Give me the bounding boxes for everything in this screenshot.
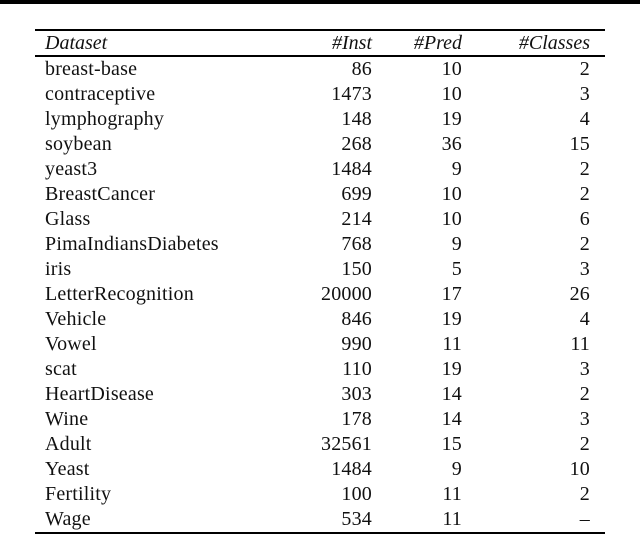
pred-count-cell: 36	[441, 133, 462, 155]
dataset-name-cell: contraceptive	[45, 83, 156, 105]
table-row	[35, 232, 605, 257]
table-row	[35, 407, 605, 432]
classes-count-cell: 4	[579, 108, 590, 130]
table-header-row	[35, 30, 605, 56]
pred-count-cell: 10	[441, 183, 462, 205]
table-row	[35, 257, 605, 282]
table-row	[35, 382, 605, 407]
classes-count-cell: 2	[579, 483, 590, 505]
pred-count-cell: 17	[441, 283, 462, 305]
table-row	[35, 332, 605, 357]
classes-count-cell: 3	[579, 83, 590, 105]
table-row	[35, 182, 605, 207]
pred-count-cell: 9	[451, 233, 462, 255]
inst-count-cell: 148	[341, 108, 372, 130]
inst-count-cell: 768	[341, 233, 372, 255]
table-row	[35, 282, 605, 307]
classes-count-cell: 2	[579, 183, 590, 205]
pred-count-cell: 9	[451, 458, 462, 480]
table-row	[35, 432, 605, 457]
classes-count-cell: 3	[579, 408, 590, 430]
pred-count-cell: 5	[451, 258, 462, 280]
pred-count-cell: 11	[442, 483, 462, 505]
table-row	[35, 132, 605, 157]
classes-count-cell: 2	[579, 233, 590, 255]
dataset-name-cell: yeast3	[45, 158, 98, 180]
classes-count-cell: 11	[570, 333, 590, 355]
pred-count-cell: 9	[451, 158, 462, 180]
inst-count-cell: 990	[341, 333, 372, 355]
pred-count-cell: 10	[441, 83, 462, 105]
pred-count-cell: 11	[442, 333, 462, 355]
dataset-name-cell: Wage	[45, 508, 91, 530]
classes-count-cell: 2	[579, 58, 590, 80]
pred-count-cell: 11	[442, 508, 462, 530]
inst-count-cell: 303	[341, 383, 372, 405]
page-top-border	[0, 0, 640, 4]
classes-count-cell: 3	[579, 358, 590, 380]
classes-count-cell: 6	[579, 208, 590, 230]
dataset-name-cell: soybean	[45, 133, 112, 155]
header-dataset: Dataset	[45, 32, 108, 54]
inst-count-cell: 86	[351, 58, 372, 80]
dataset-name-cell: Adult	[45, 433, 92, 455]
classes-count-cell: 4	[579, 308, 590, 330]
classes-count-cell: 3	[579, 258, 590, 280]
dataset-name-cell: Vowel	[45, 333, 97, 355]
inst-count-cell: 534	[341, 508, 372, 530]
inst-count-cell: 846	[341, 308, 372, 330]
inst-count-cell: 110	[342, 358, 372, 380]
table-row	[35, 56, 605, 82]
datasets-table	[35, 29, 605, 534]
table-row	[35, 307, 605, 332]
classes-count-cell: 26	[569, 283, 590, 305]
dataset-name-cell: BreastCancer	[45, 183, 156, 205]
table-body	[35, 56, 605, 533]
classes-count-cell: 2	[579, 158, 590, 180]
classes-count-cell: 10	[569, 458, 590, 480]
dataset-name-cell: Vehicle	[45, 308, 107, 330]
inst-count-cell: 1484	[331, 458, 372, 480]
dataset-name-cell: Glass	[45, 208, 91, 230]
inst-count-cell: 1473	[331, 83, 372, 105]
dataset-name-cell: lymphography	[45, 108, 165, 130]
pred-count-cell: 19	[441, 108, 462, 130]
inst-count-cell: 150	[341, 258, 372, 280]
classes-count-cell: 2	[579, 433, 590, 455]
pred-count-cell: 14	[441, 408, 462, 430]
inst-count-cell: 32561	[321, 433, 372, 455]
dataset-name-cell: Wine	[45, 408, 89, 430]
dataset-name-cell: breast-base	[45, 58, 138, 80]
inst-count-cell: 178	[341, 408, 372, 430]
inst-count-cell: 214	[341, 208, 372, 230]
pred-count-cell: 14	[441, 383, 462, 405]
table-row	[35, 357, 605, 382]
classes-count-cell: 2	[579, 383, 590, 405]
inst-count-cell: 20000	[321, 283, 372, 305]
classes-count-cell: –	[579, 508, 590, 530]
inst-count-cell: 1484	[331, 158, 372, 180]
table-row	[35, 207, 605, 232]
inst-count-cell: 699	[341, 183, 372, 205]
dataset-name-cell: HeartDisease	[45, 383, 155, 405]
table-row	[35, 157, 605, 182]
header-num-classes: #Classes	[518, 32, 590, 54]
dataset-name-cell: LetterRecognition	[45, 283, 194, 305]
dataset-name-cell: scat	[45, 358, 77, 380]
pred-count-cell: 19	[441, 358, 462, 380]
header-num-instances: #Inst	[332, 32, 372, 54]
pred-count-cell: 10	[441, 58, 462, 80]
table-row	[35, 457, 605, 482]
pred-count-cell: 19	[441, 308, 462, 330]
pred-count-cell: 10	[441, 208, 462, 230]
dataset-name-cell: Fertility	[45, 483, 112, 505]
table-row	[35, 507, 605, 533]
inst-count-cell: 100	[341, 483, 372, 505]
dataset-name-cell: PimaIndiansDiabetes	[45, 233, 219, 255]
dataset-name-cell: iris	[45, 258, 72, 280]
header-num-predictors: #Pred	[413, 32, 462, 54]
pred-count-cell: 15	[441, 433, 462, 455]
dataset-name-cell: Yeast	[45, 458, 90, 480]
table-row	[35, 482, 605, 507]
table-row	[35, 82, 605, 107]
inst-count-cell: 268	[341, 133, 372, 155]
classes-count-cell: 15	[569, 133, 590, 155]
table-row	[35, 107, 605, 132]
